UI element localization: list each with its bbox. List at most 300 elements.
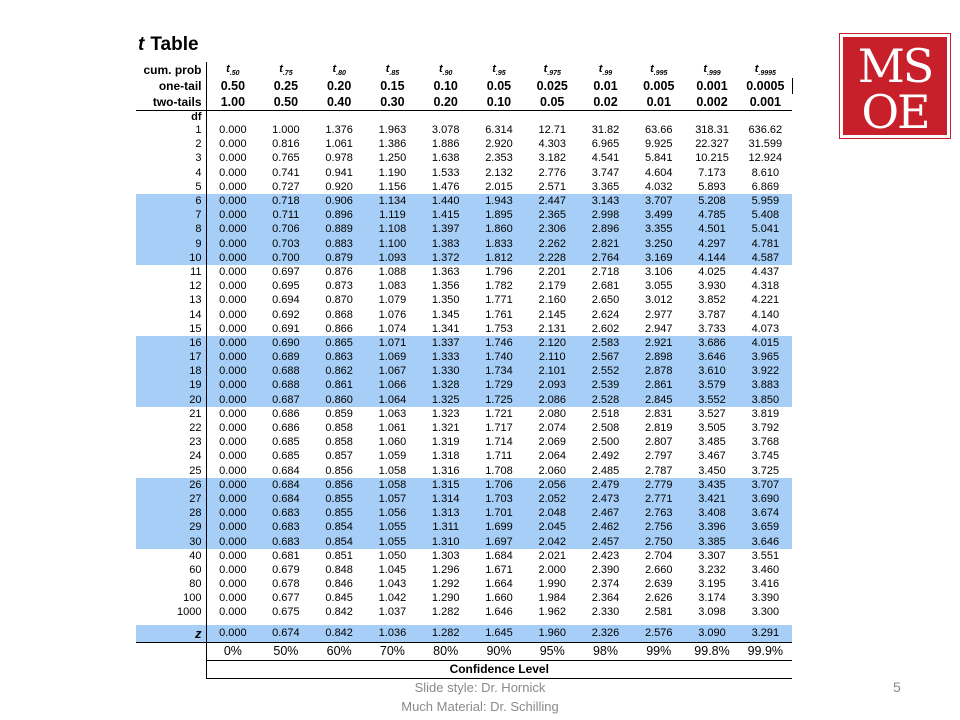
value-cell: 1.045 [378, 563, 407, 576]
value-cell: 2.021 [538, 549, 566, 562]
value-cell: 0.686 [272, 422, 300, 435]
confidence-pct-cell: 90% [472, 642, 525, 660]
value-cell: 2.365 [526, 208, 579, 222]
table-row [136, 307, 792, 321]
empty-cell [685, 111, 738, 124]
value-cell: 3.232 [698, 563, 726, 576]
value-cell: 1.771 [485, 294, 513, 307]
two-tails-label: two-tails [136, 94, 206, 111]
value-cell: 3.012 [644, 294, 673, 307]
z-cell: 1.960 [526, 625, 579, 643]
value-cell: 3.505 [698, 422, 726, 435]
value-cell: 0.697 [272, 265, 300, 278]
value-cell: 1.042 [378, 592, 407, 605]
value-cell: 2.000 [538, 563, 566, 576]
value-cell: 0.000 [206, 194, 259, 208]
value-cell: 2.787 [644, 464, 673, 477]
z-cell: 1.645 [472, 625, 525, 643]
value-cell: 1.708 [485, 464, 513, 477]
value-cell: 1.050 [378, 549, 407, 562]
value-cell: 2.093 [526, 378, 579, 392]
value-cell: 0.703 [259, 237, 312, 251]
value-cell: 1.093 [366, 251, 419, 265]
value-cell: 0.741 [272, 166, 300, 179]
value-cell: 1.303 [431, 549, 460, 562]
value-cell: 2.060 [538, 464, 566, 477]
value-cell: 0.858 [325, 422, 353, 435]
value-cell: 2.074 [538, 422, 566, 435]
value-cell: 3.195 [698, 578, 726, 591]
value-cell: 3.106 [644, 265, 673, 278]
value-cell: 0.978 [325, 152, 353, 165]
value-cell: 0.000 [219, 464, 247, 477]
value-cell: 3.300 [751, 606, 780, 619]
confidence-pct-cell: 60% [313, 642, 366, 660]
value-cell: 0.000 [219, 592, 247, 605]
table-row [136, 137, 792, 151]
value-cell: 0.000 [206, 336, 259, 350]
value-cell: 3.396 [685, 520, 738, 534]
value-cell: 1.440 [419, 194, 472, 208]
value-cell: 1.066 [366, 378, 419, 392]
value-cell: 3.450 [698, 464, 726, 477]
df-cell: 29 [136, 520, 206, 534]
value-cell: 2.045 [526, 520, 579, 534]
z-cell: 3.090 [685, 625, 738, 643]
value-cell: 1.316 [431, 464, 460, 477]
value-cell: 1.664 [485, 578, 513, 591]
table-row [136, 407, 792, 421]
value-cell: 1.341 [431, 322, 460, 335]
value-cell: 0.889 [313, 222, 366, 236]
value-cell: 1.156 [378, 180, 407, 193]
value-cell: 0.862 [313, 364, 366, 378]
value-cell: 0.860 [313, 393, 366, 407]
df-cell: 14 [136, 307, 206, 321]
value-cell: 1.363 [431, 265, 460, 278]
df-cell: 19 [136, 378, 206, 392]
value-cell: 1.886 [431, 138, 460, 151]
value-cell: 2.467 [579, 506, 632, 520]
value-cell: 4.303 [538, 138, 566, 151]
value-cell: 0.000 [219, 322, 247, 335]
value-cell: 3.435 [685, 478, 738, 492]
value-cell: 0.861 [313, 378, 366, 392]
z-cell: 1.036 [366, 625, 419, 643]
two-tails-cell: 0.20 [419, 94, 472, 111]
value-cell: 0.873 [325, 280, 353, 293]
value-cell: 6.314 [485, 124, 513, 137]
value-cell: 7.173 [698, 166, 726, 179]
value-cell: 1.079 [378, 294, 407, 307]
value-cell: 0.000 [206, 350, 259, 364]
value-cell: 3.768 [751, 436, 780, 449]
value-cell: 0.000 [206, 393, 259, 407]
value-cell: 2.353 [485, 152, 513, 165]
confidence-pct-row [136, 642, 792, 660]
value-cell: 2.571 [538, 180, 566, 193]
value-cell: 3.250 [632, 237, 685, 251]
table-row [136, 237, 792, 251]
value-cell: 0.683 [259, 520, 312, 534]
value-cell: 2.447 [526, 194, 579, 208]
value-cell: 0.000 [219, 308, 247, 321]
value-cell: 1.345 [431, 308, 460, 321]
title-t: t [138, 34, 145, 55]
value-cell: 4.781 [739, 237, 792, 251]
value-cell: 3.416 [751, 578, 780, 591]
table-row [136, 435, 792, 449]
value-cell: 0.718 [259, 194, 312, 208]
value-cell: 2.921 [632, 336, 685, 350]
value-cell: 1.383 [419, 237, 472, 251]
value-cell: 3.098 [698, 606, 726, 619]
cum-prob-row [136, 62, 792, 78]
value-cell: 5.408 [739, 208, 792, 222]
value-cell: 2.845 [632, 393, 685, 407]
value-cell: 1.697 [472, 534, 525, 548]
value-cell: 1.328 [419, 378, 472, 392]
cum-prob-cell [366, 62, 419, 78]
z-cell: 0.674 [259, 625, 312, 643]
t-symbol: t [492, 62, 496, 75]
value-cell: 4.221 [751, 294, 780, 307]
t-symbol: t [279, 62, 283, 75]
value-cell: 0.684 [259, 492, 312, 506]
value-cell: 0.846 [325, 578, 353, 591]
two-tails-cell: 0.30 [366, 94, 419, 111]
value-cell: 2.771 [632, 492, 685, 506]
value-cell: 3.390 [751, 592, 780, 605]
t-subscript: .995 [653, 70, 668, 78]
two-tails-cell: 0.002 [685, 94, 738, 111]
value-cell: 3.551 [751, 549, 780, 562]
value-cell: 0.876 [325, 265, 353, 278]
value-cell: 1.711 [485, 450, 513, 463]
value-cell: 1.721 [485, 407, 513, 420]
cum-prob-cell [206, 62, 259, 78]
value-cell: 5.208 [685, 194, 738, 208]
value-cell: 6.965 [591, 138, 620, 151]
t-symbol: t [543, 62, 548, 75]
value-cell: 3.707 [739, 478, 792, 492]
value-cell: 0.854 [313, 534, 366, 548]
value-cell: 1.963 [378, 124, 407, 137]
value-cell: 3.169 [632, 251, 685, 265]
t-symbol: t [226, 62, 230, 75]
table-row [136, 534, 792, 548]
table-row [136, 506, 792, 520]
cum-prob-cell [579, 62, 632, 78]
value-cell: 0.000 [219, 138, 247, 151]
value-cell: 2.764 [579, 251, 632, 265]
one-tail-cell: 0.50 [220, 79, 246, 93]
value-cell: 5.893 [698, 180, 726, 193]
value-cell: 0.695 [272, 280, 300, 293]
value-cell: 0.000 [219, 280, 247, 293]
value-cell: 1.356 [431, 280, 460, 293]
value-cell: 2.201 [538, 265, 566, 278]
value-cell: 3.078 [431, 124, 460, 137]
value-cell: 1.703 [472, 492, 525, 506]
value-cell: 1.699 [472, 520, 525, 534]
value-cell: 2.120 [526, 336, 579, 350]
value-cell: 3.355 [632, 222, 685, 236]
value-cell: 1.734 [472, 364, 525, 378]
value-cell: 1.761 [485, 308, 513, 321]
value-cell: 2.101 [526, 364, 579, 378]
value-cell: 2.228 [526, 251, 579, 265]
value-cell: 0.694 [272, 294, 300, 307]
value-cell: 2.756 [632, 520, 685, 534]
empty-cell [579, 111, 632, 124]
t-subscript: .99 [602, 70, 613, 78]
value-cell: 2.704 [644, 549, 673, 562]
value-cell: 0.865 [313, 336, 366, 350]
value-cell: 4.073 [751, 322, 780, 335]
value-cell: 0.000 [219, 180, 247, 193]
value-cell: 3.725 [751, 464, 780, 477]
value-cell: 0.000 [219, 606, 247, 619]
value-cell: 4.015 [739, 336, 792, 350]
table-row [136, 151, 792, 165]
page-number: 5 [893, 679, 901, 695]
value-cell: 1.058 [378, 464, 407, 477]
value-cell: 2.473 [579, 492, 632, 506]
value-cell: 3.707 [632, 194, 685, 208]
msoe-logo [840, 34, 950, 138]
value-cell: 2.330 [591, 606, 620, 619]
df-header-row [136, 111, 792, 124]
table-row [136, 449, 792, 463]
value-cell: 0.765 [272, 152, 300, 165]
value-cell: 1.684 [485, 549, 513, 562]
value-cell: 0.870 [325, 294, 353, 307]
value-cell: 1.943 [472, 194, 525, 208]
df-cell: 2 [136, 137, 206, 151]
value-cell: 2.042 [526, 534, 579, 548]
value-cell: 4.032 [644, 180, 673, 193]
value-cell: 3.787 [698, 308, 726, 321]
value-cell: 3.182 [538, 152, 566, 165]
df-cell: 28 [136, 506, 206, 520]
z-cell: 0.000 [206, 625, 259, 643]
two-tails-cell: 1.00 [206, 94, 259, 111]
value-cell: 1.812 [472, 251, 525, 265]
value-cell: 1.043 [378, 578, 407, 591]
value-cell: 1.063 [378, 407, 407, 420]
value-cell: 0.683 [259, 506, 312, 520]
value-cell: 1.337 [419, 336, 472, 350]
cum-prob-label: cum. prob [136, 62, 206, 78]
value-cell: 1.071 [366, 336, 419, 350]
table-row [136, 478, 792, 492]
value-cell: 63.66 [644, 124, 673, 137]
value-cell: 1.296 [431, 563, 460, 576]
value-cell: 0.906 [313, 194, 366, 208]
value-cell: 3.307 [698, 549, 726, 562]
df-cell: 1000 [136, 605, 206, 619]
value-cell: 1.476 [431, 180, 460, 193]
value-cell: 1.292 [431, 578, 460, 591]
one-tail-row [136, 78, 792, 94]
table-row [136, 364, 792, 378]
value-cell: 22.327 [695, 138, 729, 151]
value-cell: 0.000 [206, 378, 259, 392]
value-cell: 3.819 [751, 407, 780, 420]
table-row [136, 279, 792, 293]
table-row [136, 194, 792, 208]
value-cell: 2.179 [538, 280, 566, 293]
value-cell: 1.372 [419, 251, 472, 265]
z-cell: 2.326 [579, 625, 632, 643]
one-tail-cell: 0.025 [536, 79, 568, 93]
one-tail-label: one-tail [136, 78, 206, 94]
z-cell: 0.842 [313, 625, 366, 643]
one-tail-cell: 0.20 [326, 79, 352, 93]
value-cell: 0.688 [259, 378, 312, 392]
value-cell: 0.677 [272, 592, 300, 605]
value-cell: 2.462 [579, 520, 632, 534]
value-cell: 0.700 [259, 251, 312, 265]
value-cell: 1.060 [378, 436, 407, 449]
value-cell: 4.587 [739, 251, 792, 265]
one-tail-cell: 0.25 [273, 79, 299, 93]
value-cell: 1.833 [472, 237, 525, 251]
value-cell: 0.000 [219, 563, 247, 576]
value-cell: 0.866 [325, 322, 353, 335]
value-cell: 1.984 [538, 592, 566, 605]
value-cell: 2.861 [632, 378, 685, 392]
df-cell: 30 [136, 534, 206, 548]
two-tails-cell: 0.10 [472, 94, 525, 111]
two-tails-cell: 0.01 [632, 94, 685, 111]
df-cell: 25 [136, 464, 206, 478]
value-cell: 2.080 [538, 407, 566, 420]
one-tail-cell: 0.05 [486, 79, 512, 93]
value-cell: 0.854 [313, 520, 366, 534]
value-cell: 1.323 [431, 407, 460, 420]
value-cell: 0.816 [272, 138, 300, 151]
value-cell: 0.859 [325, 407, 353, 420]
df-cell: 80 [136, 577, 206, 591]
t-symbol: t [754, 62, 759, 75]
value-cell: 1.746 [472, 336, 525, 350]
pct-spacer [136, 642, 206, 660]
df-cell: 13 [136, 293, 206, 307]
value-cell: 0.692 [272, 308, 300, 321]
df-cell: 21 [136, 407, 206, 421]
value-cell: 0.000 [206, 222, 259, 236]
value-cell: 0.000 [219, 152, 247, 165]
value-cell: 0.000 [219, 549, 247, 562]
t-subscript: .9995 [758, 70, 776, 78]
value-cell: 0.000 [219, 407, 247, 420]
value-cell: 1.533 [431, 166, 460, 179]
value-cell: 0.686 [272, 407, 300, 420]
value-cell: 0.689 [259, 350, 312, 364]
value-cell: 1.325 [419, 393, 472, 407]
df-cell: 12 [136, 279, 206, 293]
value-cell: 1.057 [366, 492, 419, 506]
cum-prob-cell [526, 62, 579, 78]
value-cell: 0.856 [325, 464, 353, 477]
value-cell: 4.025 [698, 265, 726, 278]
value-cell: 0.688 [259, 364, 312, 378]
table-row [136, 464, 792, 478]
df-cell: 26 [136, 478, 206, 492]
value-cell: 0.685 [272, 450, 300, 463]
df-label: df [136, 111, 206, 124]
value-cell: 0.879 [313, 251, 366, 265]
df-cell: 17 [136, 350, 206, 364]
two-tails-cell: 0.001 [739, 94, 792, 111]
value-cell: 3.467 [698, 450, 726, 463]
value-cell: 0.679 [272, 563, 300, 576]
value-cell: 0.706 [259, 222, 312, 236]
table-row [136, 251, 792, 265]
df-cell: 27 [136, 492, 206, 506]
value-cell: 4.140 [751, 308, 780, 321]
value-cell: 0.000 [206, 534, 259, 548]
confidence-pct-cell: 0% [206, 642, 259, 660]
value-cell: 3.922 [739, 364, 792, 378]
value-cell: 0.000 [206, 506, 259, 520]
table-row [136, 591, 792, 605]
cum-prob-cell [472, 62, 525, 78]
value-cell: 2.374 [591, 578, 620, 591]
value-cell: 2.500 [591, 436, 620, 449]
value-cell: 1.376 [325, 124, 353, 137]
value-cell: 0.848 [325, 563, 353, 576]
value-cell: 1.782 [485, 280, 513, 293]
value-cell: 0.845 [325, 592, 353, 605]
value-cell: 1.064 [366, 393, 419, 407]
confidence-pct-cell: 99.8% [685, 642, 738, 660]
value-cell: 0.000 [219, 294, 247, 307]
value-cell: 1.321 [431, 422, 460, 435]
t-subscript: .50 [229, 70, 240, 78]
value-cell: 4.785 [685, 208, 738, 222]
value-cell: 2.583 [579, 336, 632, 350]
value-cell: 3.646 [739, 534, 792, 548]
value-cell: 10.215 [695, 152, 729, 165]
value-cell: 3.965 [739, 350, 792, 364]
value-cell: 4.437 [751, 265, 780, 278]
value-cell: 1.796 [485, 265, 513, 278]
df-cell: 60 [136, 563, 206, 577]
value-cell: 1.315 [419, 478, 472, 492]
value-cell: 3.460 [751, 563, 780, 576]
two-tails-cell: 0.40 [313, 94, 366, 111]
table-row [136, 492, 792, 506]
value-cell: 2.528 [579, 393, 632, 407]
empty-cell [313, 111, 366, 124]
value-cell: 0.000 [219, 166, 247, 179]
value-cell: 2.660 [644, 563, 673, 576]
table-row [136, 378, 792, 392]
value-cell: 1.314 [419, 492, 472, 506]
value-cell: 1.318 [431, 450, 460, 463]
value-cell: 3.552 [685, 393, 738, 407]
value-cell: 0.000 [206, 237, 259, 251]
df-cell: 7 [136, 208, 206, 222]
table-row [136, 265, 792, 279]
df-cell: 24 [136, 449, 206, 463]
value-cell: 2.681 [591, 280, 620, 293]
value-cell: 3.527 [698, 407, 726, 420]
value-cell: 1.310 [419, 534, 472, 548]
